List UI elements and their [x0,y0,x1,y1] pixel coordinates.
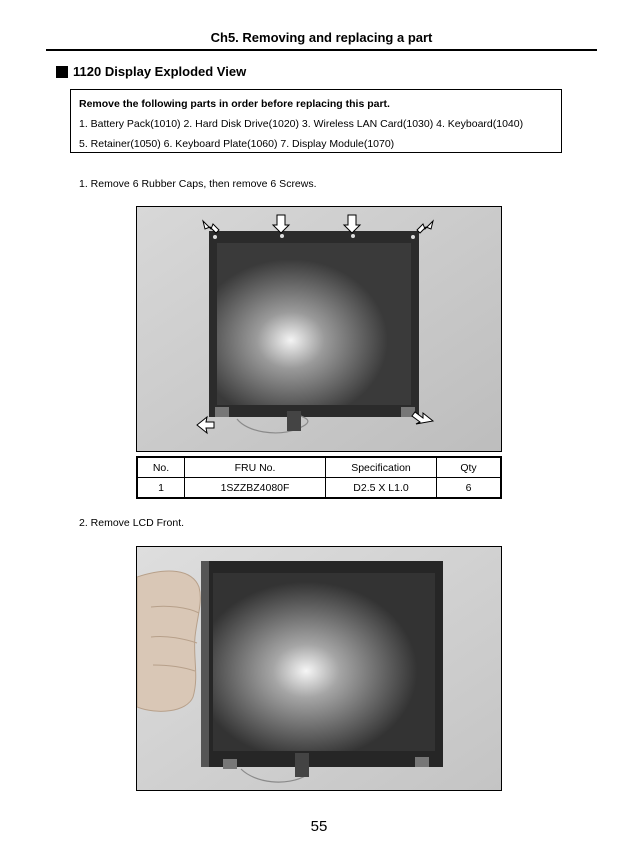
chapter-header: Ch5. Removing and replacing a part [210,30,433,45]
header-divider [46,49,597,51]
section-bullet-square-icon [56,66,68,78]
prerequisites-box [70,89,562,153]
fru-cell-specification: D2.5 X L1.0 [326,478,437,499]
section-title-text: 1120 Display Exploded View [73,64,247,79]
fru-header-no: No. [137,457,185,478]
fru-table [136,456,502,499]
fru-header-fru-no: FRU No. [185,457,326,478]
fru-header-qty: Qty [437,457,502,478]
display-bezel-photo-1 [137,207,502,452]
prerequisites-heading: Remove the following parts in order before replacing this part. [79,98,390,110]
fru-cell-fru-no: 1SZZBZ4080F [185,478,326,499]
fru-cell-qty: 6 [437,478,502,499]
step-2-instruction: 2. Remove LCD Front. [79,517,185,529]
step-2-photo [136,546,502,791]
prerequisites-line-2: 5. Retainer(1050) 6. Keyboard Plate(1060) 7. Display Module(1070) [79,138,395,150]
lcd-front-removal-photo [137,547,502,791]
fru-table-header-row [137,457,501,478]
fru-cell-no: 1 [137,478,185,499]
fru-header-specification: Specification [326,457,437,478]
step-1-instruction: 1. Remove 6 Rubber Caps, then remove 6 Screws. [79,178,317,190]
section-title [56,64,246,79]
step-1-photo [136,206,502,452]
table-row [137,478,501,499]
prerequisites-line-1: 1. Battery Pack(1010) 2. Hard Disk Drive(1020) 3. Wireless LAN Card(1030) 4. Keyboard(1040) [79,118,524,130]
page-number: 55 [310,818,328,835]
